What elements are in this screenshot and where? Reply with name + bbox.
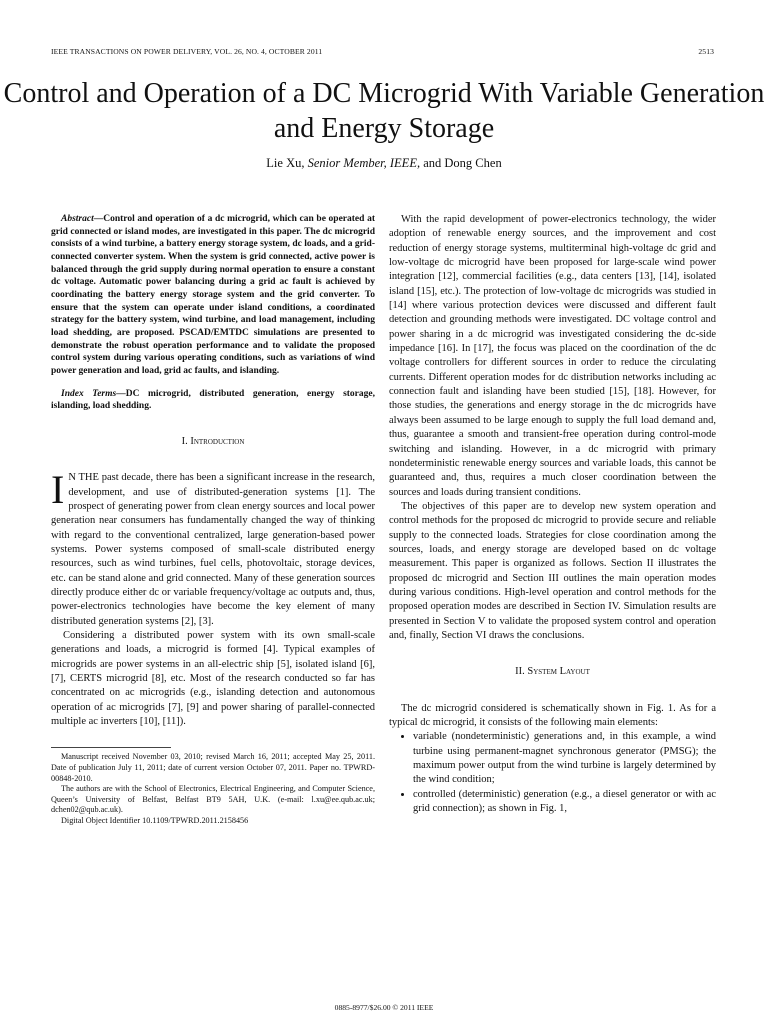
page-number: 2513 <box>698 47 714 56</box>
author-line <box>0 156 768 171</box>
section-title: System Layout <box>527 666 590 678</box>
footnote-rule <box>51 747 171 748</box>
list-item: • variable (nondeterministic) generations and, in this example, a wind turbine using permanent-magnet synchronous generator (PMSG); the maximum power output from the wind turbine is largely determined by the wind condition; <box>413 730 716 787</box>
right-column <box>389 213 716 816</box>
index-terms-label: Index Terms— <box>61 388 126 399</box>
footnote-affiliation: The authors are with the School of Electronics, Electrical Engineering, and Computer Science, Queen’s University of Belfast, Belfast BT9 5AH, U.K. (e-mail: l.xu@ee.qub.ac.uk; dchen02@qub.ac.uk). <box>51 784 375 815</box>
drop-cap: I <box>51 467 65 513</box>
index-terms-text: DC microgrid, distributed generation, energy storage, islanding, load shedding. <box>51 388 375 412</box>
intro-paragraph-1 <box>51 467 375 629</box>
layout-paragraph: The dc microgrid considered is schematically shown in Fig. 1. As for a typical dc microgrid, it consists of the following main elements: <box>389 702 716 728</box>
index-terms <box>51 388 375 413</box>
abstract <box>51 213 375 378</box>
paper-title: Control and Operation of a DC Microgrid With Variable Generation and Energy Storage <box>3 78 765 144</box>
intro-paragraph-1-text: past decade, there has been a significant increase in the research, development, and use of distributed-generation systems [1]. The prospect of generating power from clean energy sources and local power generation near consumers has fundamentally changed the way of thinking with regard to the conventional centralized, large generation-based power systems. Power systems composed of small-scale distributed energy resources, such as wind turbines, fuel cells, photovoltaic, storage devices, etc. can be stand alone and grid connected. Many of these generation sources directly produce either dc or variable frequency/voltage ac outputs and, thus, power-electronics technologies have become the key element of many distributed generation systems [2], [3]. <box>51 472 375 627</box>
right-paragraph-2: The objectives of this paper are to develop new system operation and control methods for the proposed dc microgrid to provide secure and reliable supply to the connected loads. Strategies for close coordination among the sources, loads, and energy storage are developed based on dc voltage measurement. This paper is organized as follows. Section II illustrates the proposed dc microgrid and Section III outlines the main operation modes during various conditions. High-level operation and control methods for the proposed operation modes are described in Section IV. Simulation results are presented in Section V to validate the proposed system control and operation and, finally, Section VI draws the conclusions. <box>389 500 716 641</box>
abstract-label: Abstract— <box>61 214 104 224</box>
section-heading-system-layout <box>389 665 716 679</box>
section-number: II. <box>515 666 525 678</box>
author-1-role: Senior Member, IEEE, <box>307 156 421 170</box>
footnote-doi: Digital Object Identifier 10.1109/TPWRD.2011.2158456 <box>61 815 249 825</box>
list-item: • controlled (deterministic) generation (e.g., a diesel generator or with ac grid connection); as shown in Fig. 1, <box>413 788 716 817</box>
right-paragraph-1: With the rapid development of power-electronics technology, the wider adoption of renewable energy sources, and the improvement and cost reduction of energy storage systems, multiterminal high-voltage dc grid and low-voltage dc microgrid have been proposed for large-scale wind power integration [12], commercial facilities (e.g., data centers [13], [14], isolated island [15], etc.). The protection of low-voltage dc microgrids was studied in [14] where various protection devices were discussed and different fault detection and grounding methods were investigated. DC voltage control and power sharing in a dc microgrid was investigated considering the dc-side impedance [16]. In [17], the focus was placed on the coordination of the dc voltage controllers for different sources in order to reduce the circulating currents. Different operation modes for dc distribution networks including ac connection fault and islanding have been studied [15], [18]. However, for those studies, the generations and energy storage in the dc microgrids have always been assumed to be large enough to supply the full load demand and, thus, guarantee a smooth and transient-free operation during control-mode switching and islanding. However, in a dc microgrid with primary nondeterministic renewable energy sources and variable loads, this cannot be guaranteed and, thus, requires a much closer coordination between the sources and loads during transient conditions. <box>389 214 716 498</box>
section-title: Introduction <box>190 435 245 447</box>
intro-lead-words: N THE <box>68 472 99 484</box>
journal-header: IEEE TRANSACTIONS ON POWER DELIVERY, VOL. 26, NO. 4, OCTOBER 2011 <box>51 47 323 56</box>
copyright-footer: 0885-8977/$26.00 © 2011 IEEE <box>334 1003 434 1012</box>
section-heading-introduction <box>51 435 375 449</box>
section-number: I. <box>181 435 188 447</box>
footnote-manuscript: Manuscript received November 03, 2010; revised March 16, 2011; accepted May 25, 2011. Date of publication July 11, 2011; date of current version October 07, 2011. Paper no. TPWRD-00848-2010. <box>51 752 375 783</box>
author-1: Lie Xu, <box>266 156 305 170</box>
left-column <box>51 213 375 827</box>
abstract-text: Control and operation of a dc microgrid, which can be operated at grid connected or island modes, are investigated in this paper. The dc microgrid consists of a wind turbine, a battery energy storage system, dc loads, and a grid-connected converter system. When the system is grid connected, active power is balanced through the grid supply during normal operation to ensure a constant dc voltage. Automatic power balancing during a grid ac fault is achieved by coordinating the battery energy storage system and the grid converter. To ensure that the system can operate under island conditions, a coordinated strategy for the battery system, wind turbine, and load management, including load shedding, are proposed. PSCAD/EMTDC simulations are presented to demonstrate the robust operation performance and to validate the proposed control system during various operating conditions, such as variations of wind power generation and load, grid ac faults, and islanding. <box>51 214 375 376</box>
element-list <box>389 730 716 816</box>
intro-paragraph-2: Considering a distributed power system with its own small-scale generations and loads, a microgrid is formed [4]. Typical examples of microgrids are power systems in an all-electric ship [5], isolated island [6], [7], CERTS microgrid [8], etc. Most of the research conducted so far has concentrated on ac microgrids (e.g., islanding detection and autonomous operation of ac microgrids [7], [9] and power sharing of parallel-connected multiple ac inverters [10], [11]). <box>51 629 375 728</box>
author-2: Dong Chen <box>444 156 502 170</box>
author-conjunction: and <box>423 156 442 170</box>
